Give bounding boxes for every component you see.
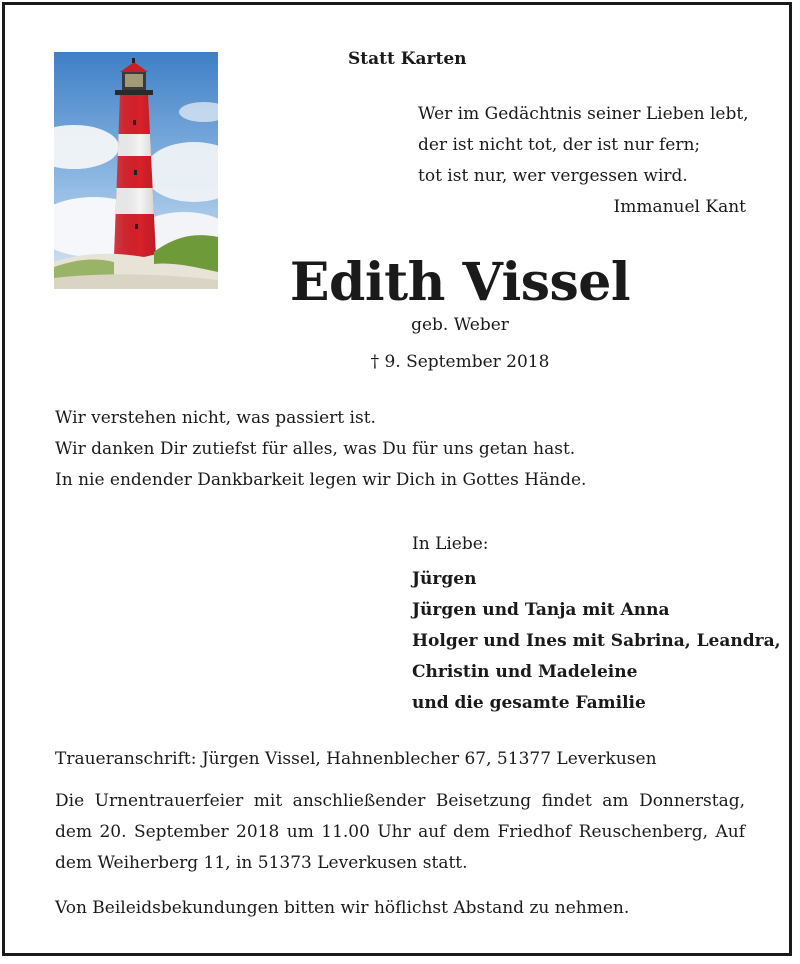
quote-line: der ist nicht tot, der ist nur fern; xyxy=(418,135,701,155)
message-line: In nie endender Dankbarkeit legen wir Dich in Gottes Hände. xyxy=(55,470,587,490)
family-name-line: und die gesamte Familie xyxy=(412,693,646,713)
mourning-address: Traueranschrift: Jürgen Vissel, Hahnenblecher 67, 51377 Leverkusen xyxy=(55,749,657,769)
family-name-line: Jürgen xyxy=(412,569,477,589)
quote-author: Immanuel Kant xyxy=(613,197,746,217)
family-name-line: Holger und Ines mit Sabrina, Leandra, xyxy=(412,631,781,651)
quote-line: tot ist nur, wer vergessen wird. xyxy=(418,166,688,186)
message-line: Wir verstehen nicht, was passiert ist. xyxy=(55,408,376,428)
message-block xyxy=(55,403,745,496)
condolence-note: Von Beileidsbekundungen bitten wir höflichst Abstand zu nehmen. xyxy=(55,898,630,918)
family-name-line: Christin und Madeleine xyxy=(412,662,638,682)
message-line: Wir danken Dir zutiefst für alles, was Du für uns getan hast. xyxy=(55,439,576,459)
statt-karten-heading: Statt Karten xyxy=(348,49,467,69)
family-intro: In Liebe: xyxy=(412,534,489,554)
ceremony-details: Die Urnentrauerfeier mit anschließender Beisetzung findet am Donnerstag, dem 20. September 2018 um 11.00 Uhr auf dem Friedhof Reuschenberg, Auf dem Weiherberg 11, in 51373 Leverkusen statt. xyxy=(55,791,745,873)
deceased-name: Edith Vissel xyxy=(289,252,631,313)
family-name-line: Jürgen und Tanja mit Anna xyxy=(412,600,670,620)
maiden-name: geb. Weber xyxy=(411,315,509,335)
death-date: † 9. September 2018 xyxy=(370,352,550,372)
quote-line: Wer im Gedächtnis seiner Lieben lebt, xyxy=(418,104,749,124)
